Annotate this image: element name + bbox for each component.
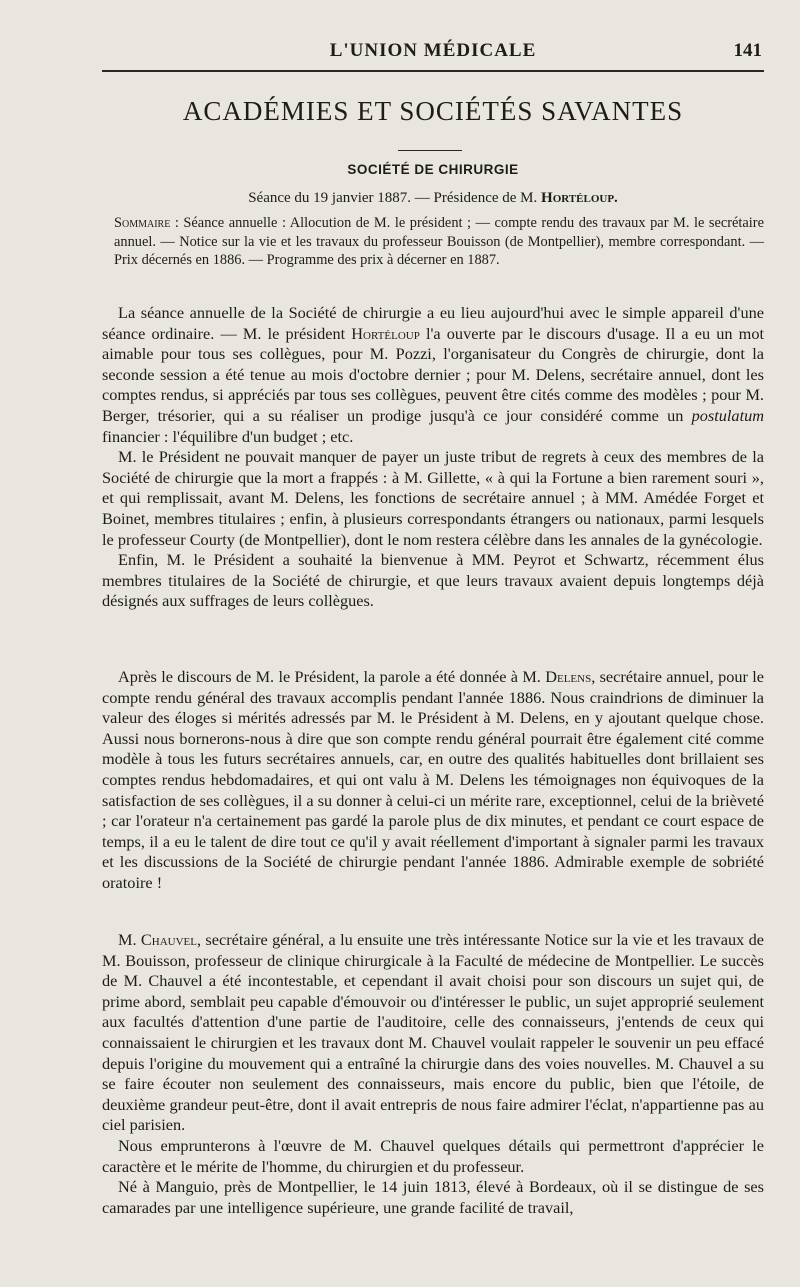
paragraph-5-a: M. bbox=[118, 930, 141, 949]
paragraph-4-b: , secrétaire annuel, pour le compte rendu général des travaux accomplis pendant l'année 1886. Nous craindrions de diminuer la valeur des éloges si mérités adressés par M. le Président à M. Delens, en y ajoutant quelque chose. Aussi nous bornerons-nous à dire que son compte rendu général pourrait être également cité comme modèle à tous les futurs secrétaires annuels, car, en outre des qualités habituelles dont brillaient ses comptes rendus hebdomadaires, et qui ont valu à M. Delens les témoignages non équivoques de la satisfaction de ses collègues, il a su donner à celui-ci un mérite rare, exceptionnel, celui de la brièveté ; car l'orateur n'a certainement pas gardé la parole plus de dix minutes, et pendant ce court espace de temps, il a eu le talent de dire tout ce qu'il y avait réellement d'important à signaler parmi les travaux et les discussions de la Société de chirurgie pendant l'année 1886. Admirable exemple de sobriété oratoire ! bbox=[102, 667, 764, 892]
paragraph-1-name: Hortéloup bbox=[351, 323, 420, 343]
header-rule bbox=[102, 70, 764, 72]
paragraph-5-name: Chauvel bbox=[140, 930, 197, 949]
paragraph-5-b: , secrétaire général, a lu ensuite une très intéressante Notice sur la vie et les travaux de M. Bouisson, professeur de clinique chirurgicale à la Faculté de médecine de Montpellier. Le succès de M. Chauvel a été incontestable, et cependant il avait choisi pour son discours un sujet qui, de prime abord, semblait peu capable d'émouvoir ou d'intéresser le public, un sujet approprié seulement aux facultés d'attention d'une partie de l'auditoire, celle des connaisseurs, j'entends de ceux qui connaissaient le chirurgien et les travaux dont M. Chauvel voulait rappeler le souvenir un peu effacé depuis l'origine du mouvement qui a entraîné la chirurgie dans des voies nouvelles. M. Chauvel a su se faire écouter non seulement des connaisseurs, mais encore du public, bien que l'étoile, de deuxième grandeur peut-être, dont il avait entrepris de nous faire admirer l'éclat, n'appartienne pas au ciel parisien. bbox=[102, 930, 764, 1135]
body-block-3 bbox=[102, 930, 764, 1218]
paragraph-5 bbox=[102, 930, 764, 1136]
body-block-1 bbox=[102, 303, 764, 612]
president-name: Hortéloup. bbox=[541, 190, 618, 206]
paragraph-1-c: financier : l'équilibre d'un budget ; etc. bbox=[102, 426, 354, 446]
paragraph-2: M. le Président ne pouvait manquer de payer un juste tribut de regrets à ceux des membres de la Société de chirurgie que la mort a frappés : à M. Gillette, « à qui la Fortune a bien rarement souri », et qui remplissait, avant M. Delens, les fonctions de secrétaire annuel ; à MM. Amédée Forget et Boinet, membres titulaires ; enfin, à plusieurs correspondants étrangers ou nationaux, parmi lesquels le professeur Courty (de Montpellier), dont le nom restera célèbre dans les annales de la gynécologie. bbox=[102, 447, 764, 549]
running-head bbox=[102, 36, 764, 66]
summary-text: : Séance annuelle : Allocution de M. le président ; — compte rendu des travaux par M. le secrétaire annuel. — Notice sur la vie et les travaux du professeur Bouisson (de Montpellier), membre correspondant. — Prix décernés en 1886. — Programme des prix à décerner en 1887. bbox=[114, 215, 764, 268]
title-divider bbox=[398, 150, 462, 151]
paragraph-6: Nous emprunterons à l'œuvre de M. Chauvel quelques détails qui permettront d'apprécier le caractère et le mérite de l'homme, du chirurgien et du professeur. bbox=[102, 1135, 764, 1176]
paragraph-7: Né à Manguio, près de Montpellier, le 14 juin 1813, élevé à Bordeaux, où il se distingue de ses camarades par une intelligence supérieure, une grande facilité de travail, bbox=[102, 1177, 764, 1217]
paragraph-1-b: l'a ouverte par le discours d'usage. Il a eu un mot aimable pour tous ses collègues, pour M. Pozzi, l'organisateur du Congrès de chirurgie, dont la seconde session a été tenue au mois d'octobre dernier ; pour M. Delens, secrétaire annuel, dont les comptes rendus, si appréciés par tous ses collègues, peuvent être cités comme des modèles ; pour M. Berger, trésorier, qui a su réaliser un prodige jusqu'à ce jour considéré comme un bbox=[102, 323, 764, 425]
page-number: 141 bbox=[733, 40, 762, 61]
paragraph-3: Enfin, M. le Président a souhaité la bienvenue à MM. Peyrot et Schwartz, récemment élus membres titulaires de la Société de chirurgie, et que leurs travaux avaient depuis longtemps déjà désignés aux suffrages de leurs collègues. bbox=[102, 550, 764, 611]
paragraph-1-em: postulatum bbox=[691, 405, 764, 425]
body-block-2 bbox=[102, 667, 764, 894]
paragraph-1-a: La séance annuelle de la Société de chirurgie a eu lieu aujourd'hui avec le simple appareil d'une séance ordinaire. — M. le président bbox=[102, 303, 764, 343]
society-heading: SOCIÉTÉ DE CHIRURGIE bbox=[347, 162, 519, 177]
paragraph-4-a: Après le discours de M. le Président, la parole a été donnée à M. bbox=[118, 667, 546, 686]
paragraph-4-name: Delens bbox=[545, 667, 592, 686]
summary-label: Sommaire bbox=[114, 215, 171, 231]
running-title: L'UNION MÉDICALE bbox=[329, 40, 537, 61]
paragraph-1 bbox=[102, 303, 764, 447]
session-line bbox=[102, 190, 764, 207]
summary bbox=[114, 214, 764, 270]
session-prefix: Séance du 19 janvier 1887. — Présidence de M. bbox=[248, 190, 538, 206]
section-title: ACADÉMIES ET SOCIÉTÉS SAVANTES bbox=[182, 96, 684, 126]
paragraph-4 bbox=[102, 667, 764, 894]
